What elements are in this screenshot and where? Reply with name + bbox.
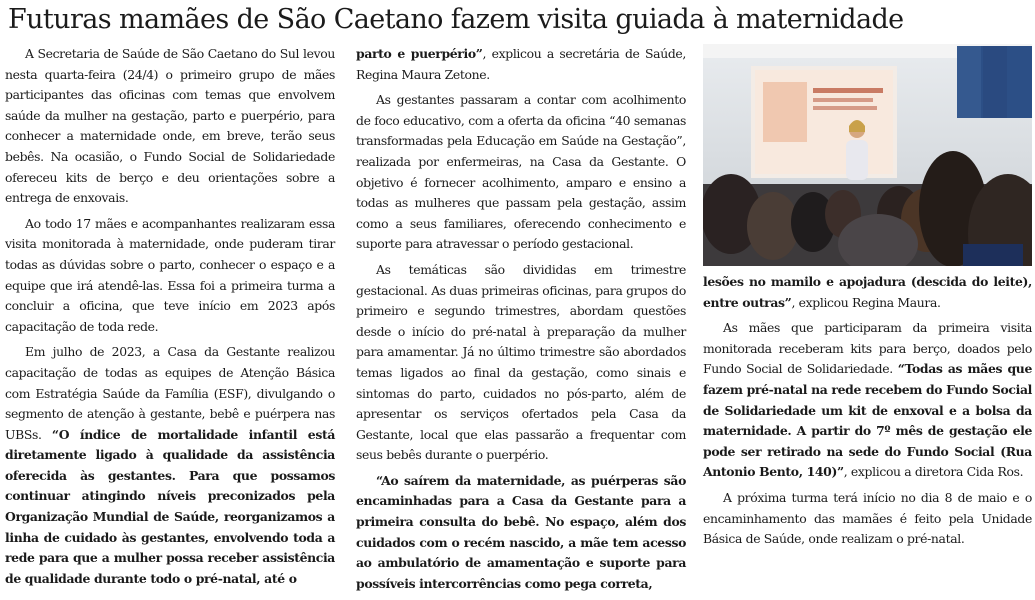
paragraph	[356, 471, 686, 595]
paragraph-text: , explicou Regina Maura.	[791, 294, 941, 310]
quote-text: parto e puerpério”	[356, 46, 483, 61]
paragraph-text: As mães que participaram da primeira visita monitorada receberam kits para berço, doados pelo Fundo Social de Solidariedade.	[703, 320, 1032, 377]
paragraph: Ao todo 17 mães e acompanhantes realizaram essa visita monitorada à maternidade, onde puderam tirar todas as dúvidas sobre o parto, conhecer o espaço e a equipe que irá atendê-las. Essa foi a primeira turma a concluir a oficina, que teve início em 2023 após capacitação de toda rede.	[5, 215, 335, 334]
classroom-photo-image	[703, 44, 1032, 266]
paragraph-text: , explicou a diretora Cida Ros.	[843, 464, 1024, 480]
quote-text: “Todas as mães que fazem pré-natal na rede recebem do Fundo Social de Solidariedade um kit de enxoval e a bolsa da maternidade. A partir do 7º mês de gestação ele pode ser retirado na sede do Fundo Social (Rua Antonio Bento, 140)”	[703, 361, 1032, 480]
paragraph	[356, 44, 686, 85]
quote-text: “O índice de mortalidade infantil está diretamente ligado à qualidade da assistência oferecida às gestantes. Para que possamos continuar atingindo níveis preconizados pela Organização Mundial de Saúde, reorganizamos a linha de cuidado às gestantes, envolvendo toda a rede para que a mulher possa receber assistência de qualidade durante todo o pré-natal, até o	[5, 426, 335, 586]
article-column-3	[703, 272, 1032, 555]
article-column-2	[356, 44, 686, 599]
paragraph-text: , explicou a secretária de Saúde, Regina Maura Zetone.	[356, 46, 686, 82]
article-photo	[703, 44, 1032, 266]
quote-text: lesões no mamilo e apojadura (descida do leite), entre outras”	[703, 274, 1032, 310]
paragraph: A Secretaria de Saúde de São Caetano do Sul levou nesta quarta-feira (24/4) o primeiro grupo de mães participantes das oficinas com temas que envolvem saúde da mulher na gestação, parto e puerpério, para conhecer a maternidade onde, em breve, terão seus bebês. Na ocasião, o Fundo Social de Solidariedade ofereceu kits de berço e deu orientações sobre a entrega de enxovais.	[5, 46, 335, 206]
paragraph	[703, 318, 1032, 483]
quote-text: “Ao saírem da maternidade, as puérperas são encaminhadas para a Casa da Gestante para a primeira consulta do bebê. No espaço, além dos cuidados com o recém nascido, a mãe tem acesso ao ambulatório de amamentação e suporte para possíveis intercorrências como pega correta,	[356, 472, 686, 591]
paragraph	[703, 272, 1032, 313]
paragraph: A próxima turma terá início no dia 8 de maio e o encaminhamento das mamães é feito pela Unidade Básica de Saúde, onde realizam o pré-natal.	[703, 489, 1032, 547]
article-column-1	[5, 44, 335, 594]
paragraph: As gestantes passaram a contar com acolhimento de foco educativo, com a oferta da oficina “40 semanas transformadas pela Educação em Saúde na Gestação”, realizada por enfermeiras, na Casa da Gestante. O objetivo é fornecer acolhimento, amparo e ensino a todas as mulheres que passam pela gestação, assim como a seus familiares, oferecendo conhecimento e suporte para atravessar o período gestacional.	[356, 92, 686, 252]
paragraph-text: Em julho de 2023, a Casa da Gestante realizou capacitação de todas as equipes de Atenção Básica com Estratégia Saúde da Família (ESF), divulgando o segmento de atenção à gestante, bebê e puérpera nas UBSs.	[5, 344, 335, 442]
paragraph	[5, 342, 335, 589]
headline: Futuras mamães de São Caetano fazem visita guiada à maternidade	[8, 4, 904, 35]
paragraph: As temáticas são divididas em trimestre gestacional. As duas primeiras oficinas, para grupos do primeiro e segundo trimestres, abordam questões desde o início do pré-natal à preparação da mulher para amamentar. Já no último trimestre são abordados temas ligados ao final da gestação, como sinais e sintomas do parto, cuidados no pós-parto, além de apresentar os serviços ofertados pela Casa da Gestante, local que elas passarão a frequentar com seus bebês durante o puerpério.	[356, 261, 686, 463]
